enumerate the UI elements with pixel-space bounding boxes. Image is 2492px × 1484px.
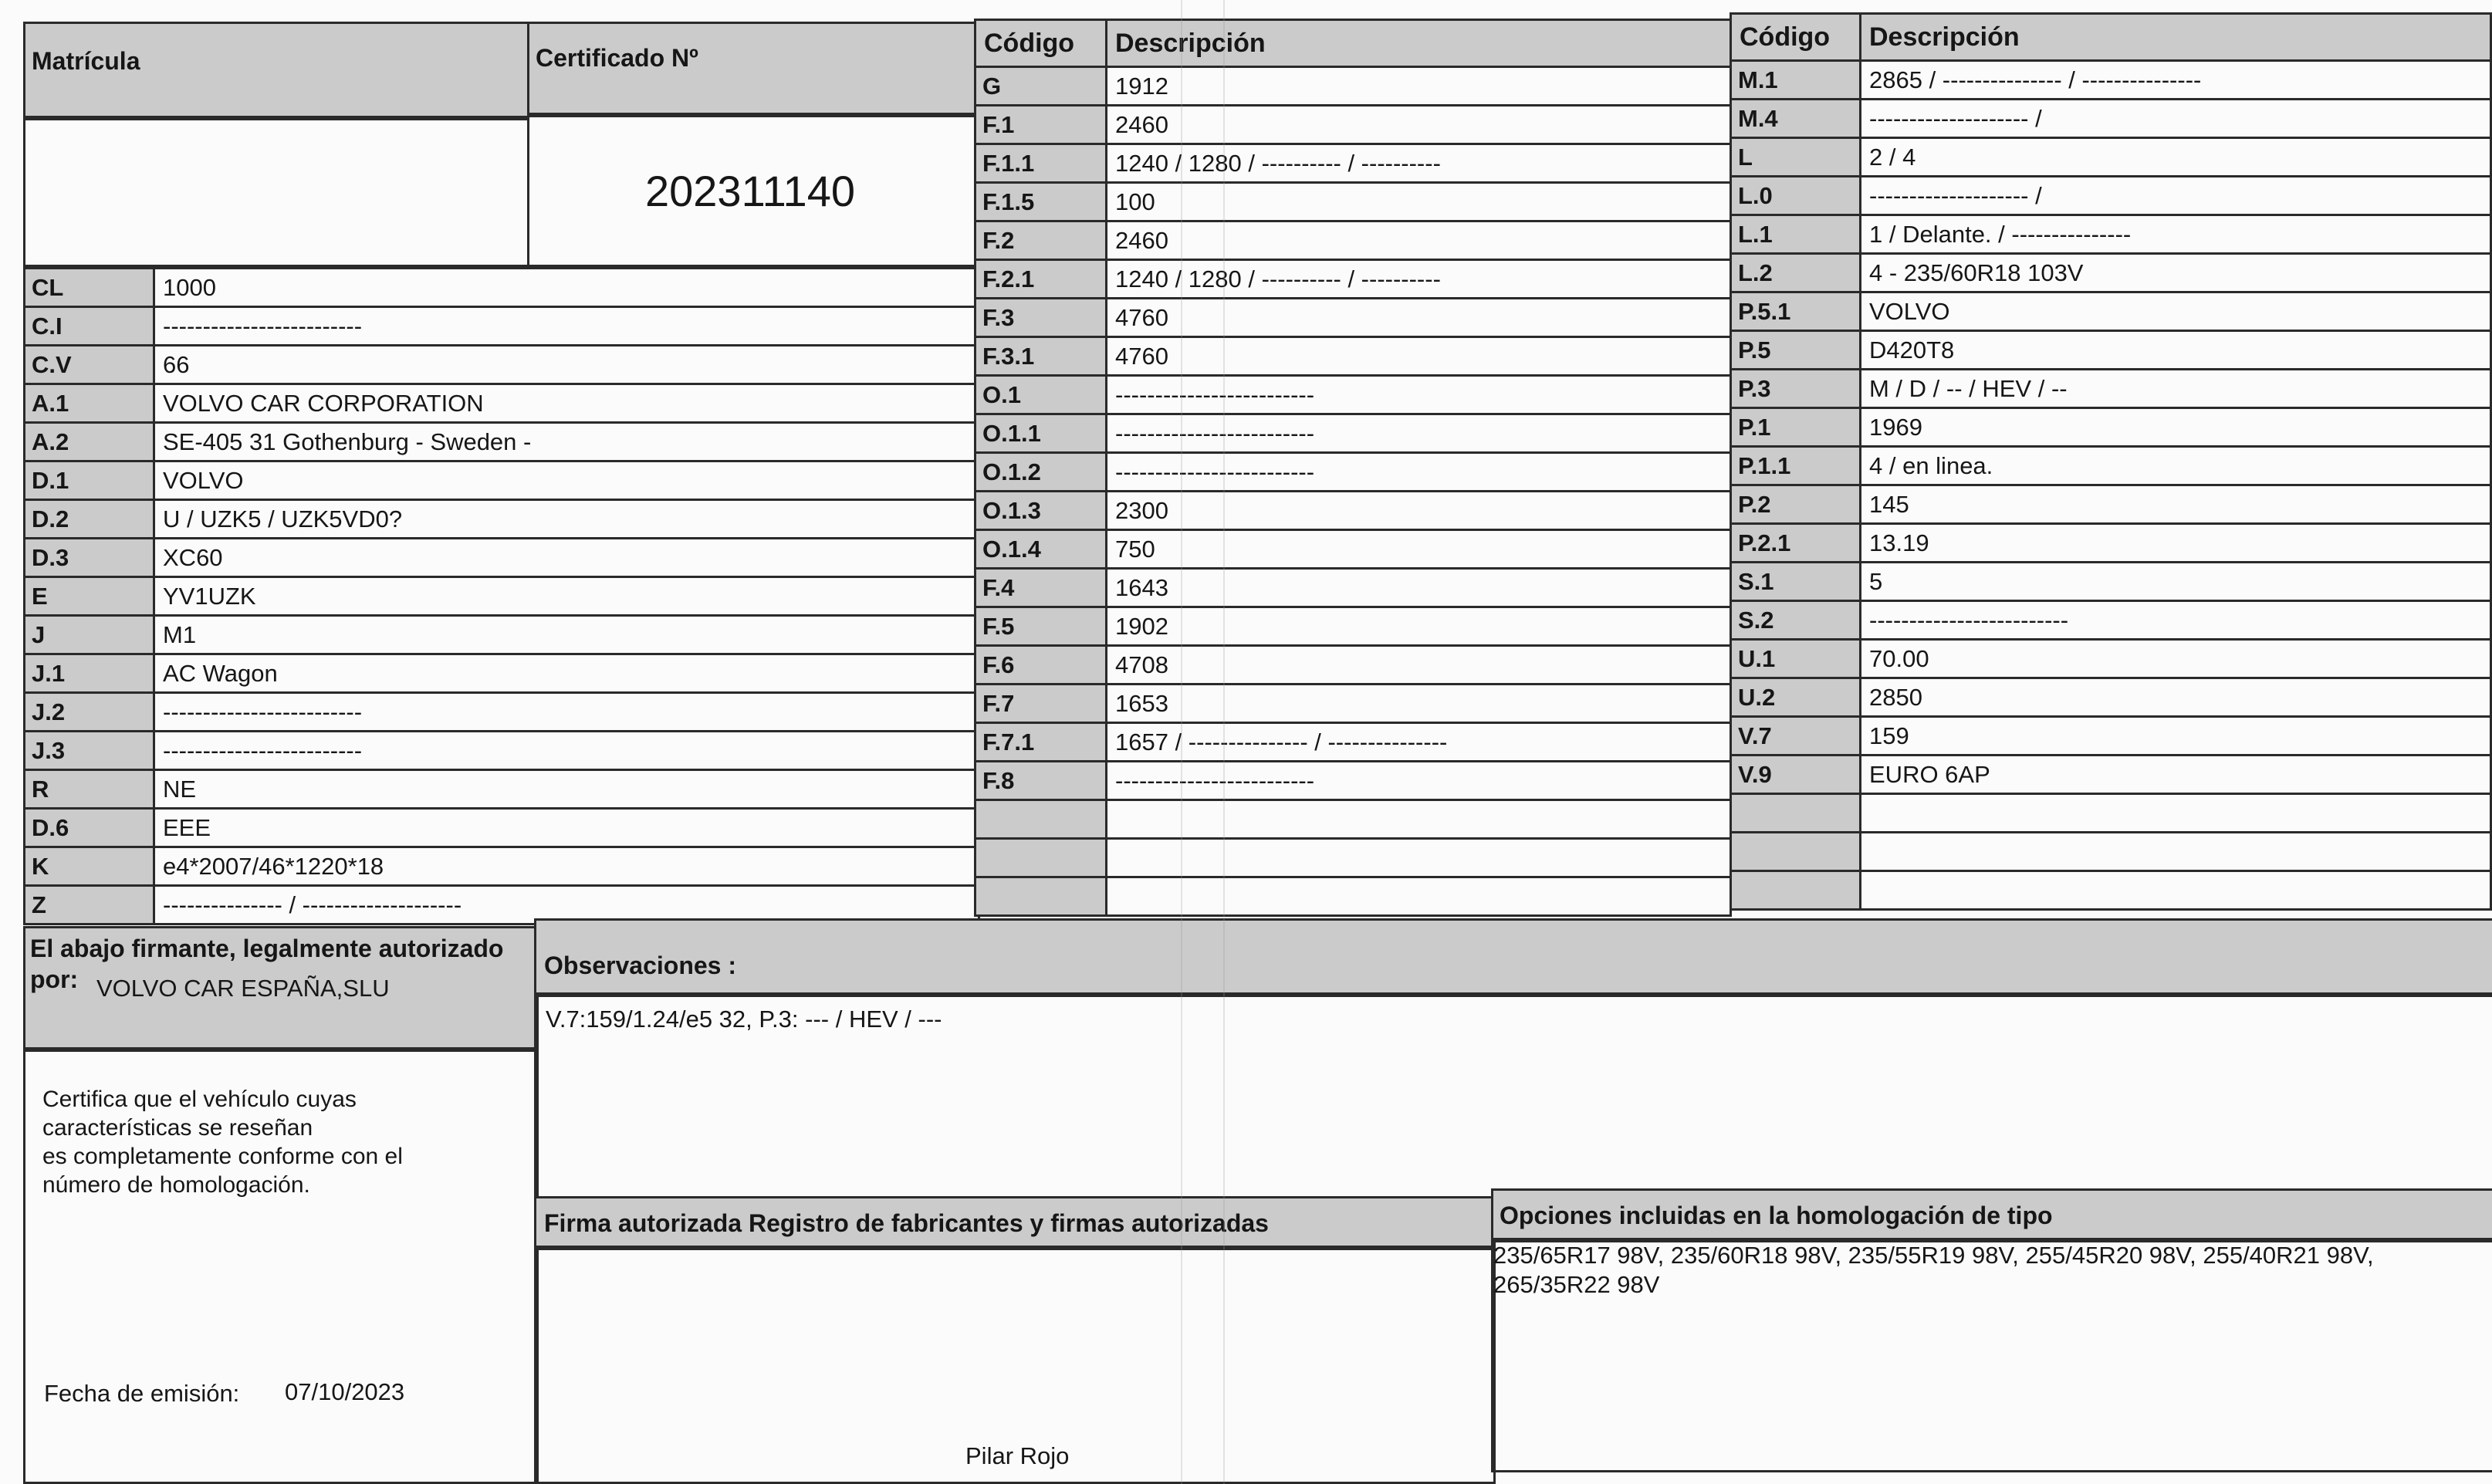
mid-row xyxy=(975,67,1731,106)
mid-row xyxy=(975,337,1731,376)
right-code-cell: P.5.1 xyxy=(1731,292,1861,331)
matricula-label: Matrícula xyxy=(32,47,140,75)
right-row xyxy=(1731,717,2491,756)
right-value-cell: 2 / 4 xyxy=(1861,138,2491,177)
opciones-box xyxy=(1491,1238,2492,1472)
certificado-header xyxy=(527,22,978,117)
mid-code-cell: F.1.5 xyxy=(975,183,1107,221)
right-row xyxy=(1731,331,2491,370)
observaciones-box xyxy=(534,992,2492,1201)
mid-row xyxy=(975,646,1731,685)
mid-code-cell xyxy=(975,877,1107,916)
left-value-cell: e4*2007/46*1220*18 xyxy=(154,847,979,886)
left-value-cell: U / UZK5 / UZK5VD0? xyxy=(154,500,979,539)
right-code-header: Código xyxy=(1731,14,1861,61)
opciones-header xyxy=(1491,1188,2492,1242)
right-value-cell: -------------------- / xyxy=(1861,100,2491,138)
left-row xyxy=(25,770,979,809)
left-code-cell: C.V xyxy=(25,346,154,384)
right-value-cell: D420T8 xyxy=(1861,331,2491,370)
right-value-cell: M / D / -- / HEV / -- xyxy=(1861,370,2491,408)
right-value-cell xyxy=(1861,871,2491,910)
mid-row xyxy=(975,221,1731,260)
fecha-value: 07/10/2023 xyxy=(285,1378,405,1405)
right-row xyxy=(1731,640,2491,678)
mid-value-cell: 1240 / 1280 / ---------- / ---------- xyxy=(1107,144,1731,183)
left-row xyxy=(25,539,979,577)
right-row xyxy=(1731,447,2491,485)
signer-value: VOLVO CAR ESPAÑA,SLU xyxy=(96,975,390,1002)
right-row xyxy=(1731,408,2491,447)
mid-value-cell xyxy=(1107,877,1731,916)
certificado-value-box xyxy=(527,113,978,267)
mid-code-cell: F.7 xyxy=(975,685,1107,723)
left-code-cell: J.3 xyxy=(25,732,154,770)
fecha-label: Fecha de emisión: xyxy=(44,1380,240,1407)
right-row xyxy=(1731,563,2491,601)
mid-code-cell: F.3.1 xyxy=(975,337,1107,376)
left-value-cell: EEE xyxy=(154,809,979,847)
mid-code-cell: F.4 xyxy=(975,569,1107,607)
opciones-label: Opciones incluidas en la homologación de tipo xyxy=(1500,1202,2053,1229)
mid-row xyxy=(975,723,1731,762)
mid-row xyxy=(975,376,1731,414)
right-desc-header: Descripción xyxy=(1861,14,2491,61)
left-codes-table xyxy=(23,267,980,925)
firma-name: Pilar Rojo xyxy=(965,1442,1070,1469)
right-row xyxy=(1731,833,2491,871)
certificado-number: 202311140 xyxy=(645,167,855,215)
right-value-cell: 5 xyxy=(1861,563,2491,601)
mid-row xyxy=(975,414,1731,453)
right-value-cell: 2865 / --------------- / --------------- xyxy=(1861,61,2491,100)
left-value-cell: --------------- / -------------------- xyxy=(154,886,979,925)
left-value-cell: 66 xyxy=(154,346,979,384)
right-code-cell: S.2 xyxy=(1731,601,1861,640)
right-row xyxy=(1731,215,2491,254)
right-code-cell: P.2.1 xyxy=(1731,524,1861,563)
left-code-cell: D.6 xyxy=(25,809,154,847)
left-value-cell: M1 xyxy=(154,616,979,654)
right-row xyxy=(1731,292,2491,331)
mid-value-cell: ------------------------- xyxy=(1107,414,1731,453)
left-row xyxy=(25,346,979,384)
mid-desc-header: Descripción xyxy=(1107,20,1731,67)
left-code-cell: D.1 xyxy=(25,461,154,500)
right-value-cell: EURO 6AP xyxy=(1861,756,2491,794)
firma-label: Firma autorizada Registro de fabricantes y firmas autorizadas xyxy=(544,1209,1269,1237)
firma-box xyxy=(534,1246,1496,1484)
right-code-cell: L.2 xyxy=(1731,254,1861,292)
right-value-cell: 70.00 xyxy=(1861,640,2491,678)
mid-code-cell: F.1 xyxy=(975,106,1107,144)
mid-code-header: Código xyxy=(975,20,1107,67)
left-code-cell: E xyxy=(25,577,154,616)
right-row xyxy=(1731,756,2491,794)
left-row xyxy=(25,847,979,886)
right-value-cell xyxy=(1861,833,2491,871)
mid-row xyxy=(975,762,1731,800)
left-row xyxy=(25,809,979,847)
mid-row xyxy=(975,299,1731,337)
right-code-cell: L.0 xyxy=(1731,177,1861,215)
observaciones-label: Observaciones : xyxy=(544,952,736,979)
firma-header xyxy=(534,1196,1496,1250)
mid-code-cell: F.3 xyxy=(975,299,1107,337)
left-code-cell: A.2 xyxy=(25,423,154,461)
right-code-cell xyxy=(1731,833,1861,871)
mid-row xyxy=(975,839,1731,877)
left-row xyxy=(25,500,979,539)
left-code-cell: D.3 xyxy=(25,539,154,577)
right-code-cell: U.2 xyxy=(1731,678,1861,717)
left-value-cell: SE-405 31 Gothenburg - Sweden - xyxy=(154,423,979,461)
mid-code-cell: O.1.3 xyxy=(975,492,1107,530)
mid-code-cell xyxy=(975,800,1107,839)
mid-row xyxy=(975,569,1731,607)
mid-row xyxy=(975,685,1731,723)
left-row xyxy=(25,693,979,732)
mid-code-cell: F.2.1 xyxy=(975,260,1107,299)
left-value-cell: XC60 xyxy=(154,539,979,577)
certifica-line: es completamente conforme con el xyxy=(42,1144,403,1169)
mid-value-cell: 100 xyxy=(1107,183,1731,221)
right-code-cell: P.5 xyxy=(1731,331,1861,370)
mid-code-cell: O.1.4 xyxy=(975,530,1107,569)
left-row xyxy=(25,269,979,307)
right-row xyxy=(1731,177,2491,215)
mid-code-cell: F.8 xyxy=(975,762,1107,800)
left-row xyxy=(25,654,979,693)
right-value-cell: ------------------------- xyxy=(1861,601,2491,640)
mid-row xyxy=(975,877,1731,916)
left-code-cell: D.2 xyxy=(25,500,154,539)
right-row xyxy=(1731,370,2491,408)
left-code-cell: J.1 xyxy=(25,654,154,693)
mid-row xyxy=(975,260,1731,299)
right-code-cell: P.3 xyxy=(1731,370,1861,408)
mid-row xyxy=(975,144,1731,183)
right-code-cell xyxy=(1731,794,1861,833)
left-value-cell: YV1UZK xyxy=(154,577,979,616)
right-code-cell: S.1 xyxy=(1731,563,1861,601)
left-code-cell: K xyxy=(25,847,154,886)
matricula-header xyxy=(23,22,529,120)
right-value-cell: 4 - 235/60R18 103V xyxy=(1861,254,2491,292)
mid-value-cell: ------------------------- xyxy=(1107,762,1731,800)
mid-row xyxy=(975,530,1731,569)
signer-label: El abajo firmante, legalmente autorizado xyxy=(30,935,504,962)
right-code-cell: P.1.1 xyxy=(1731,447,1861,485)
left-value-cell: ------------------------- xyxy=(154,732,979,770)
mid-code-cell: O.1.2 xyxy=(975,453,1107,492)
opciones-line: 235/65R17 98V, 235/60R18 98V, 235/55R19 98V, 255/45R20 98V, 255/40R21 98V, xyxy=(1493,1242,2374,1269)
left-row xyxy=(25,461,979,500)
mid-row xyxy=(975,183,1731,221)
mid-row xyxy=(975,607,1731,646)
left-code-cell: Z xyxy=(25,886,154,925)
mid-value-cell: 2460 xyxy=(1107,106,1731,144)
signer-box xyxy=(23,926,539,1052)
right-code-cell: P.2 xyxy=(1731,485,1861,524)
mid-row xyxy=(975,453,1731,492)
mid-value-cell xyxy=(1107,800,1731,839)
left-value-cell: NE xyxy=(154,770,979,809)
right-value-cell: 2850 xyxy=(1861,678,2491,717)
paper-fold xyxy=(1181,0,1182,1484)
right-value-cell: 4 / en linea. xyxy=(1861,447,2491,485)
mid-value-cell: 750 xyxy=(1107,530,1731,569)
matricula-value-box xyxy=(23,116,529,267)
certifica-line: características se reseñan xyxy=(42,1115,313,1141)
middle-codes-table xyxy=(974,19,1732,917)
right-code-cell: P.1 xyxy=(1731,408,1861,447)
mid-code-cell: F.1.1 xyxy=(975,144,1107,183)
left-code-cell: A.1 xyxy=(25,384,154,423)
right-value-cell: 1 / Delante. / --------------- xyxy=(1861,215,2491,254)
right-value-cell: 13.19 xyxy=(1861,524,2491,563)
mid-value-cell: 2460 xyxy=(1107,221,1731,260)
mid-value-cell: 1653 xyxy=(1107,685,1731,723)
mid-row xyxy=(975,106,1731,144)
observaciones-header xyxy=(534,918,2492,997)
left-value-cell: VOLVO CAR CORPORATION xyxy=(154,384,979,423)
right-code-cell xyxy=(1731,871,1861,910)
left-value-cell: 1000 xyxy=(154,269,979,307)
left-row xyxy=(25,577,979,616)
mid-value-cell: 4760 xyxy=(1107,337,1731,376)
mid-value-cell: 4708 xyxy=(1107,646,1731,685)
right-code-cell: L xyxy=(1731,138,1861,177)
left-value-cell: ------------------------- xyxy=(154,307,979,346)
mid-code-cell: F.2 xyxy=(975,221,1107,260)
right-row xyxy=(1731,794,2491,833)
mid-value-cell: ------------------------- xyxy=(1107,376,1731,414)
left-value-cell: ------------------------- xyxy=(154,693,979,732)
right-value-cell: 145 xyxy=(1861,485,2491,524)
right-code-cell: V.9 xyxy=(1731,756,1861,794)
mid-value-cell: 2300 xyxy=(1107,492,1731,530)
right-value-cell xyxy=(1861,794,2491,833)
mid-code-cell: G xyxy=(975,67,1107,106)
left-code-cell: CL xyxy=(25,269,154,307)
left-value-cell: AC Wagon xyxy=(154,654,979,693)
left-row xyxy=(25,384,979,423)
mid-row xyxy=(975,492,1731,530)
right-code-cell: U.1 xyxy=(1731,640,1861,678)
right-value-cell: -------------------- / xyxy=(1861,177,2491,215)
right-codes-table xyxy=(1730,12,2492,911)
left-code-cell: J xyxy=(25,616,154,654)
mid-value-cell: 1912 xyxy=(1107,67,1731,106)
left-row xyxy=(25,732,979,770)
mid-code-cell: F.5 xyxy=(975,607,1107,646)
right-row xyxy=(1731,871,2491,910)
right-value-cell: VOLVO xyxy=(1861,292,2491,331)
right-value-cell: 159 xyxy=(1861,717,2491,756)
right-row xyxy=(1731,524,2491,563)
right-row xyxy=(1731,485,2491,524)
mid-row xyxy=(975,800,1731,839)
observaciones-value: V.7:159/1.24/e5 32, P.3: --- / HEV / --- xyxy=(546,1006,942,1033)
mid-value-cell xyxy=(1107,839,1731,877)
left-code-cell: J.2 xyxy=(25,693,154,732)
right-row xyxy=(1731,138,2491,177)
mid-code-cell: F.6 xyxy=(975,646,1107,685)
mid-value-cell: 1657 / --------------- / --------------- xyxy=(1107,723,1731,762)
right-row xyxy=(1731,254,2491,292)
left-code-cell: R xyxy=(25,770,154,809)
right-row xyxy=(1731,61,2491,100)
mid-value-cell: 1240 / 1280 / ---------- / ---------- xyxy=(1107,260,1731,299)
left-row xyxy=(25,307,979,346)
right-row xyxy=(1731,601,2491,640)
mid-value-cell: ------------------------- xyxy=(1107,453,1731,492)
left-value-cell: VOLVO xyxy=(154,461,979,500)
left-row xyxy=(25,423,979,461)
right-code-cell: M.4 xyxy=(1731,100,1861,138)
mid-code-cell: F.7.1 xyxy=(975,723,1107,762)
certifica-line: Certifica que el vehículo cuyas xyxy=(42,1087,357,1112)
left-code-cell: C.I xyxy=(25,307,154,346)
right-code-cell: V.7 xyxy=(1731,717,1861,756)
paper-fold xyxy=(1223,0,1225,1484)
right-row xyxy=(1731,100,2491,138)
right-row xyxy=(1731,678,2491,717)
opciones-line: 265/35R22 98V xyxy=(1493,1271,1660,1298)
left-row xyxy=(25,616,979,654)
right-code-cell: M.1 xyxy=(1731,61,1861,100)
right-code-cell: L.1 xyxy=(1731,215,1861,254)
certificado-label: Certificado Nº xyxy=(536,44,698,72)
mid-value-cell: 1643 xyxy=(1107,569,1731,607)
mid-code-cell: O.1 xyxy=(975,376,1107,414)
mid-value-cell: 4760 xyxy=(1107,299,1731,337)
certifica-box xyxy=(23,1047,539,1484)
mid-code-cell: O.1.1 xyxy=(975,414,1107,453)
right-value-cell: 1969 xyxy=(1861,408,2491,447)
por-label: por: xyxy=(30,965,79,993)
mid-value-cell: 1902 xyxy=(1107,607,1731,646)
mid-code-cell xyxy=(975,839,1107,877)
certifica-text xyxy=(42,1085,403,1199)
certifica-line: número de homologación. xyxy=(42,1172,310,1198)
